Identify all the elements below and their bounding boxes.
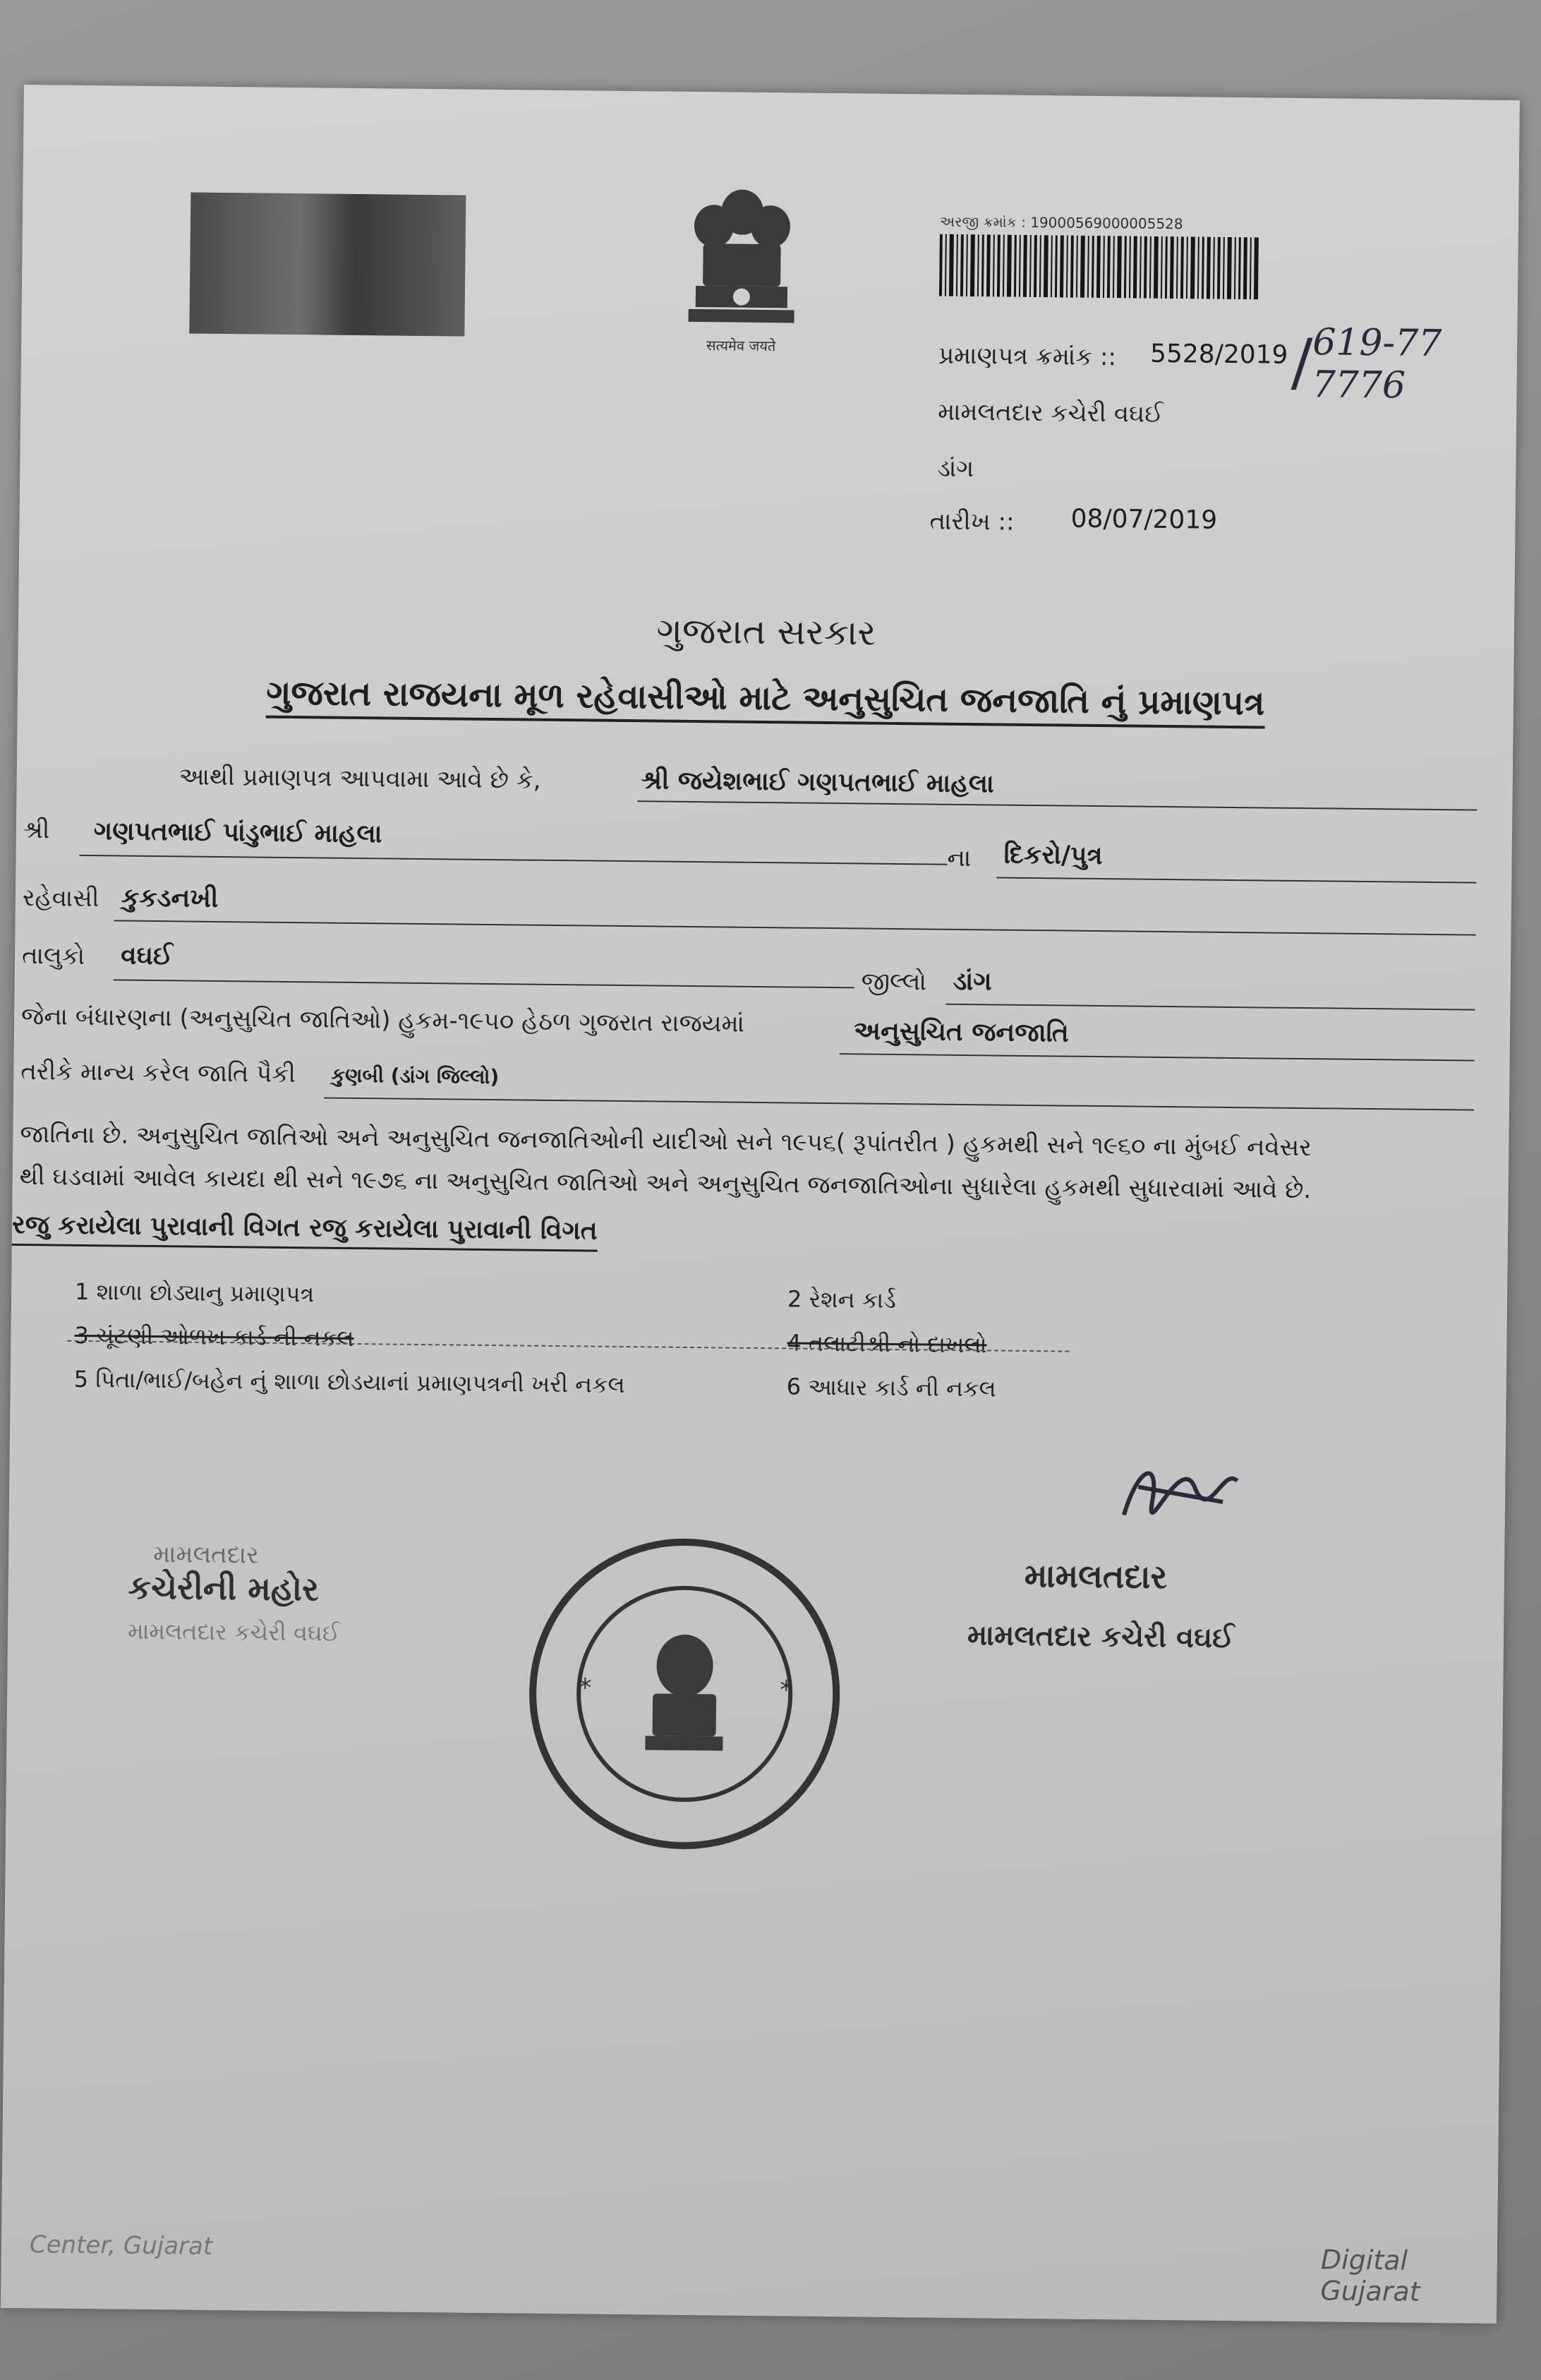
- legal-paragraph-line1: જાતિના છે. અનુસુચિત જાતિઓ અને અનુસુચિત જનજાતિઓની યાદીઓ સને ૧૯૫૬( રૂપાંતરીત ) હુકમથી સને ૧૯૬૦ ના મુંબઈ નવેસર: [20, 1120, 1312, 1162]
- handwritten-note: [1312, 321, 1475, 407]
- stamp-faint-text: મામલતદાર: [152, 1540, 259, 1570]
- document-item-1: 1 શાળા છોડ્યાનુ પ્રમાણપત્ર: [74, 1278, 315, 1308]
- handwritten-note-line2: 7776: [1312, 363, 1406, 407]
- applicant-photo: [189, 192, 466, 336]
- svg-text:*: *: [579, 1673, 592, 1703]
- stamp-faint-bottom: મામલતદાર કચેરી વઘઈ: [127, 1617, 340, 1647]
- taluka-line: [114, 979, 854, 988]
- resident-value: કુકડનખી: [121, 883, 219, 913]
- certificate-number-label: પ્રમાણપત્ર ક્રમાંક ::: [938, 341, 1117, 372]
- official-seal-icon: [521, 1530, 849, 1858]
- relation-label: ના: [947, 843, 972, 873]
- government-name: ગુજરાત સરકાર: [656, 610, 876, 654]
- constitution-label: જેના બંધારણના (અનુસુચિત જાતિઓ) હુકમ-૧૯૫૦ હેઠળ ગુજરાત રાજયમાં: [20, 1002, 745, 1038]
- category-line: [840, 1053, 1475, 1061]
- document-item-2: 2 રેશન કાર્ડ: [787, 1285, 896, 1314]
- footer-right-text: Digital Gujarat: [1320, 2244, 1420, 2307]
- district-label: જીલ્લો: [861, 967, 927, 997]
- holder-name-line: [637, 800, 1477, 810]
- issuing-office: મામલતદાર કચેરી વઘઈ: [938, 397, 1164, 428]
- officer-office: મામલતદાર કચેરી વઘઈ: [967, 1619, 1235, 1655]
- intro-label: આથી પ્રમાણપત્ર આપવામા આવે છે કે,: [179, 762, 541, 795]
- district-value: ડાંગ: [953, 966, 992, 997]
- date-label: તારીખ ::: [929, 507, 1015, 536]
- father-name: ગણપતભાઈ પાંડુભાઈ માહલા: [93, 817, 382, 849]
- document-item-5: 5 પિતા/ભાઈ/બહેન નું શાળા છોડયાનાં પ્રમાણપત્રની ખરી નકલ: [73, 1365, 625, 1399]
- officer-designation: મામલતદાર: [1024, 1556, 1168, 1597]
- issuing-district: ડાંગ: [937, 454, 974, 483]
- national-emblem-icon: [681, 184, 802, 340]
- holder-name: શ્રી જયેશભાઈ ગણપતભાઈ માહલા: [641, 766, 995, 799]
- svg-text:*: *: [780, 1676, 793, 1705]
- document-item-6: 6 આધાર કાર્ડ ની નકલ: [786, 1373, 996, 1402]
- office-stamp-label: કચેરીની મહોર: [128, 1568, 320, 1609]
- documents-heading: [12, 1210, 598, 1246]
- legal-paragraph-line2: થી ઘડવામાં આવેલ કાયદા થી સને ૧૯૭૬ ના અનુસુચિત જાતિઓ અને અનુસુચિત જનજાતિઓના સુધારેલા હુકમથી સુધારવામાં આવે છે.: [19, 1162, 1312, 1205]
- certificate-number: 5528/2019: [1149, 339, 1288, 370]
- handwritten-slash: /: [1291, 325, 1313, 400]
- certificate-page: [1, 85, 1520, 2324]
- document-item-3: 3 ચૂંટણી ઓળખ કાર્ડ ની નકલ: [74, 1321, 354, 1352]
- father-prefix: શ્રી: [23, 816, 50, 845]
- caste-value: કુણબી (ડાંગ જિલ્લો): [331, 1063, 500, 1089]
- caste-line: [324, 1098, 1474, 1111]
- relation-line: [996, 877, 1476, 883]
- taluka-value: વઘઈ: [120, 941, 174, 971]
- certificate-title: [18, 671, 1513, 726]
- taluka-label: તાલુકો: [21, 942, 85, 970]
- certificate-title-text: ગુજરાત રાજયના મૂળ રહેવાસીઓ માટે અનુસુચિત જનજાતિ નું પ્રમાણપત્ર: [266, 673, 1265, 729]
- resident-label: રહેવાસી: [22, 884, 99, 913]
- category-value: અનુસુચિત જનજાતિ: [853, 1016, 1069, 1048]
- district-line: [945, 1004, 1475, 1011]
- handwritten-note-line1: 619-77: [1312, 321, 1442, 366]
- father-name-line: [80, 855, 948, 865]
- caste-label: તરીકે માન્ય કરેલ જાતિ પૈકી: [20, 1057, 296, 1089]
- relation-value: દિકરો/પુત્ર: [1003, 840, 1103, 871]
- emblem-motto: सत्यमेव जयते: [706, 337, 776, 355]
- footer-left-text: Center, Gujarat: [29, 2230, 213, 2261]
- serial-number: અરજી ક્રમાંક : 19000569000005528: [939, 212, 1183, 233]
- documents-heading-text: રજુ કરાયેલા પુરાવાની વિગત રજુ કરાયેલા પુરાવાની વિગત: [12, 1210, 598, 1252]
- barcode-icon: [939, 234, 1261, 300]
- document-item-4: 4 તલાટીશ્રી નો દાખલો: [787, 1329, 987, 1359]
- issue-date: 08/07/2019: [1070, 504, 1218, 535]
- resident-line: [114, 920, 1476, 935]
- signature-icon: [1110, 1437, 1252, 1537]
